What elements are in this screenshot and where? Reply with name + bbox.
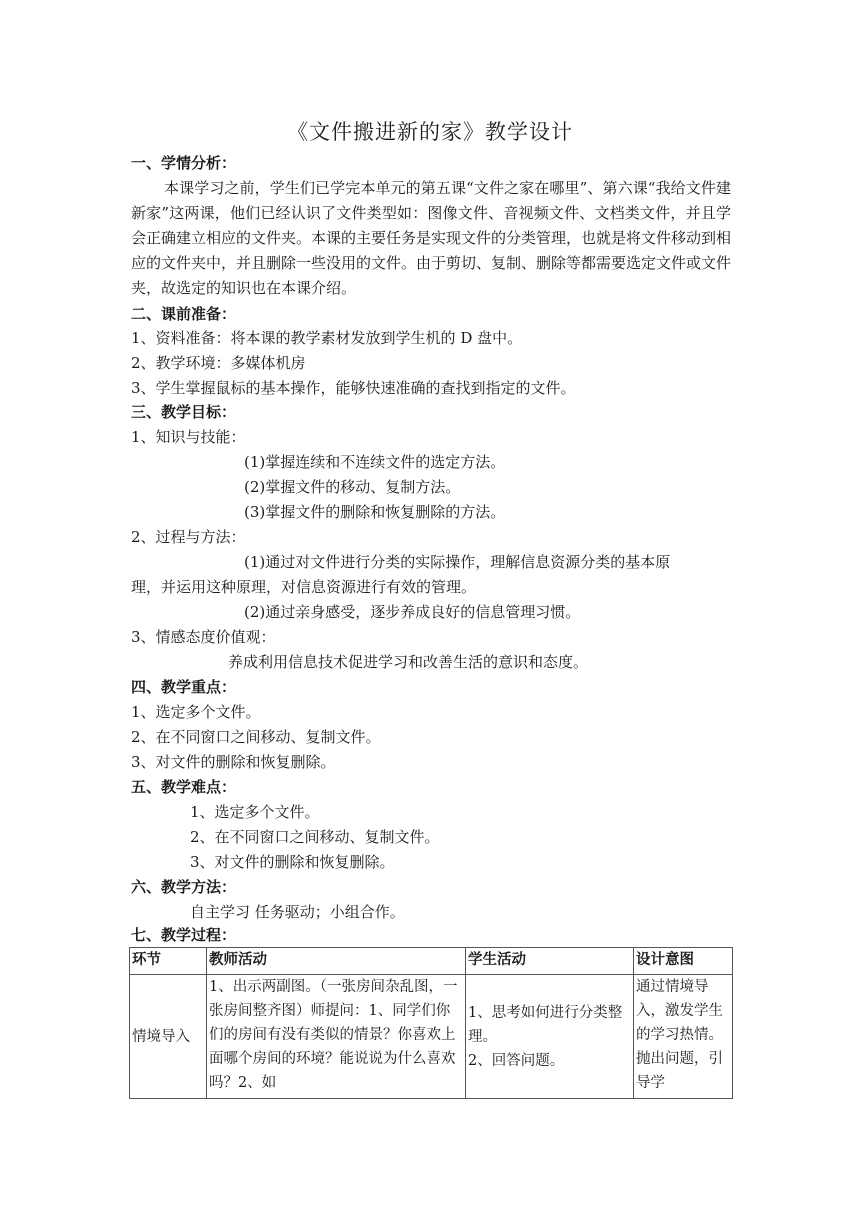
teacher-activity-cell: 1、出示两副图。（一张房间杂乱图，一张房间整齐图）师提问：1、同学们你们的房间有没有类似的情景？你喜欢上面哪个房间的环境？能说说为什么喜欢吗？2、如 [207,975,466,1099]
objective-item: (2)掌握文件的移动、复制方法。 [244,478,461,496]
student-activity-item: 2、回答问题。 [468,1052,565,1069]
key-point-item: 1、选定多个文件。 [131,703,261,721]
key-point-item: 3、对文件的删除和恢复删除。 [131,753,336,771]
preparation-item: 2、教学环境：多媒体机房 [131,354,306,372]
table-header-row [130,948,733,975]
section-heading-process: 七、教学过程： [131,926,237,944]
section-heading-difficulties: 五、教学难点： [131,778,237,796]
objective-item-continued: 理，并运用这种原理，对信息资源进行有效的管理。 [131,578,477,596]
difficulty-item: 2、在不同窗口之间移动、复制文件。 [190,828,440,846]
difficulty-item: 3、对文件的删除和恢复删除。 [190,853,395,871]
methods-text: 自主学习 任务驱动；小组合作。 [190,903,405,921]
section-heading-key-points: 四、教学重点： [131,678,237,696]
document-title: 《文件搬进新的家》教学设计 [287,120,573,144]
student-activity-cell [466,975,634,1099]
section-heading-situation: 一、学情分析： [131,154,237,172]
column-header-intent: 设计意图 [634,948,733,975]
objective-item: 养成利用信息技术促进学习和改善生活的意识和态度。 [228,653,589,671]
objective-subheading: 1、知识与技能： [131,428,246,446]
section-heading-methods: 六、教学方法： [131,878,237,896]
objective-item: (2)通过亲身感受，逐步养成良好的信息管理习惯。 [244,603,581,621]
student-activity-item: 1、思考如何进行分类整理。 [468,1004,623,1045]
section-heading-objectives: 三、教学目标： [131,403,237,421]
objective-item: (1)通过对文件进行分类的实际操作，理解信息资源分类的基本原 [244,553,671,571]
column-header-teacher: 教师活动 [207,948,466,975]
preparation-item: 3、学生掌握鼠标的基本操作，能够快速准确的查找到指定的文件。 [131,379,576,397]
objective-subheading: 2、过程与方法： [131,528,246,546]
process-table [129,947,733,1099]
key-point-item: 2、在不同窗口之间移动、复制文件。 [131,728,381,746]
preparation-item: 1、资料准备：将本课的教学素材发放到学生机的 D 盘中。 [131,329,523,347]
section-heading-preparation: 二、课前准备： [131,305,237,323]
column-header-stage: 环节 [130,948,207,975]
design-intent-cell: 通过情境导入，激发学生的学习热情。抛出问题，引导学 [634,975,733,1099]
stage-cell: 情境导入 [130,975,207,1099]
objective-item: (1)掌握连续和不连续文件的选定方法。 [244,453,506,471]
situation-paragraph: 本课学习之前，学生们已学完本单元的第五课“文件之家在哪里”、第六课“我给文件建新家”这两课，他们已经认识了文件类型如：图像文件、音视频文件、文档类文件，并且学会正确建立相应的文件夹。本课的主要任务是实现文件的分类管理，也就是将文件移动到相应的文件夹中，并且删除一些没用的文件。由于剪切、复制、删除等都需要选定文件或文件夹，故选定的知识也在本课介绍。 [131,179,732,297]
table-row [130,975,733,1099]
difficulty-item: 1、选定多个文件。 [190,803,320,821]
objective-item: (3)掌握文件的删除和恢复删除的方法。 [244,503,506,521]
column-header-student: 学生活动 [466,948,634,975]
objective-subheading: 3、情感态度价值观： [131,628,276,646]
